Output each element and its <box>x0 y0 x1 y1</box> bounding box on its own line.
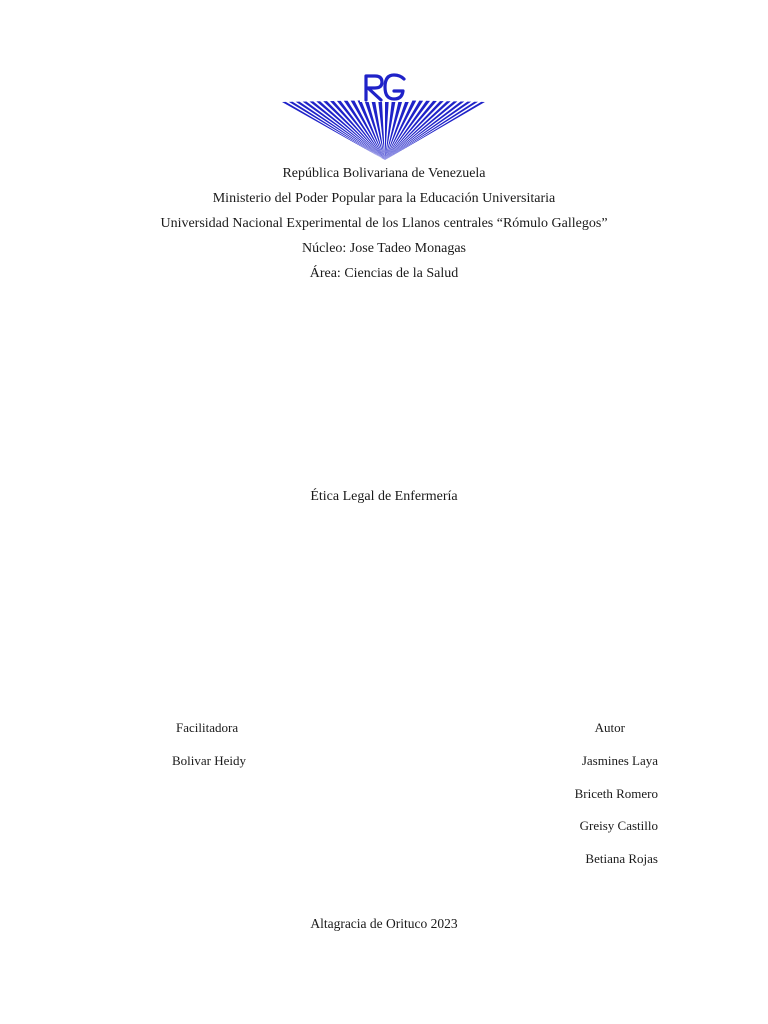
place-and-year: Altagracia de Orituco 2023 <box>310 916 458 931</box>
header-country: República Bolivariana de Venezuela <box>282 166 486 181</box>
author-name: Greisy Castillo <box>579 818 658 833</box>
authors-label: Autor <box>594 720 625 735</box>
header-area: Área: Ciencias de la Salud <box>309 266 459 281</box>
author-name: Betiana Rojas <box>585 851 658 866</box>
header-ministry: Ministerio del Poder Popular para la Educación Universitaria <box>212 191 556 206</box>
document-title: Ética Legal de Enfermería <box>310 489 458 504</box>
author-name: Jasmines Laya <box>581 753 658 768</box>
header-university: Universidad Nacional Experimental de los Llanos centrales “Rómulo Gallegos” <box>160 216 608 231</box>
logo-ray <box>385 101 451 160</box>
facilitator-name: Bolivar Heidy <box>172 753 247 768</box>
facilitator-label: Facilitadora <box>176 720 239 735</box>
university-logo <box>282 72 488 162</box>
author-name: Briceth Romero <box>574 786 658 801</box>
header-campus: Núcleo: Jose Tadeo Monagas <box>301 241 466 256</box>
